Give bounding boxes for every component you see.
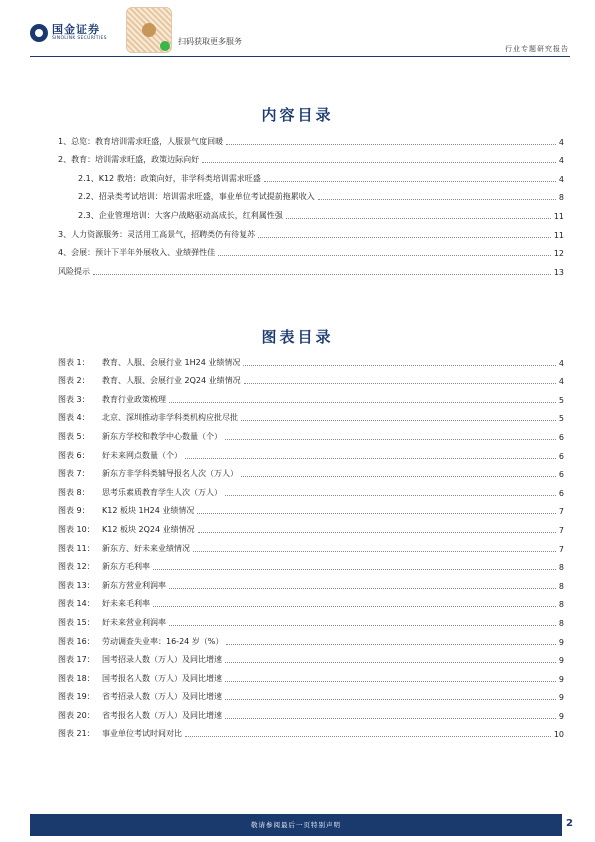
toc-entry-page: 12 — [553, 249, 564, 259]
figure-entry-label: 图表 11： — [58, 543, 95, 553]
wechat-badge-icon — [160, 41, 170, 51]
figure-entry-label: 图表 18： — [58, 673, 95, 683]
toc-entry[interactable] — [58, 258, 564, 277]
toc-entry-page: 11 — [553, 211, 564, 221]
toc-leader-dots — [226, 144, 556, 145]
figure-entry-title: 好未来毛利率 — [102, 599, 150, 609]
figure-entry-title: 好未来营业利润率 — [102, 617, 166, 627]
figure-entry[interactable] — [58, 591, 564, 610]
toc-entry-title: 3、人力资源服务：灵活用工高景气，招聘类仍有待复苏 — [58, 229, 256, 239]
toc-entry-title: 2、教育：培训需求旺盛，政策边际向好 — [58, 155, 200, 165]
toc-entry-page: 4 — [558, 137, 564, 147]
toc-entry[interactable] — [58, 184, 564, 203]
figure-entry-label: 图表 12： — [58, 562, 95, 572]
toc-leader-dots — [258, 237, 551, 238]
footer-disclaimer: 敬请参阅最后一页特别声明 — [251, 821, 341, 829]
figure-leader-dots — [241, 420, 556, 421]
figure-entry-label: 图表 21： — [58, 729, 95, 739]
toc-entry-title: 4、会展：预计下半年外展收入、业绩弹性佳 — [58, 248, 216, 258]
toc-entry-page: 4 — [558, 174, 564, 184]
figure-leader-dots — [225, 662, 556, 663]
qr-code-icon[interactable] — [126, 7, 172, 53]
figure-entry-label: 图表 20： — [58, 710, 95, 720]
toc-entry-title: 1、总览：教育培训需求旺盛，人服景气度回暖 — [58, 136, 224, 146]
figure-entry-title: 新东方毛利率 — [102, 562, 150, 572]
figure-entry[interactable] — [58, 498, 564, 517]
figure-entry-page: 8 — [558, 581, 564, 591]
figure-entry[interactable] — [58, 665, 564, 684]
figure-entry-title: 新东方、好未来业绩情况 — [102, 543, 190, 553]
toc-entry-title: 2.3、企业管理培训：大客户战略驱动高成长，红利属性强 — [78, 210, 283, 220]
figure-entry-page: 6 — [558, 451, 564, 461]
figure-leader-dots — [153, 606, 556, 607]
figure-entry-title: 好未来网点数量（个） — [102, 450, 182, 460]
toc-leader-dots — [318, 199, 556, 200]
figure-entry-label: 图表 9： — [58, 506, 90, 516]
figures-list — [58, 349, 564, 739]
scan-prompt: 扫码获取更多服务 — [178, 37, 242, 46]
toc-entry-title: 2.1、K12 教培：政策向好，非学科类培训需求旺盛 — [78, 173, 261, 183]
figure-entry-title: 省考报名人数（万人）及同比增速 — [102, 710, 222, 720]
figure-entry-title: 北京、深圳推动非学科类机构应批尽批 — [102, 413, 238, 423]
toc-entry[interactable] — [58, 240, 564, 259]
figure-entry-title: 国考招录人数（万人）及同比增速 — [102, 655, 222, 665]
figure-entry[interactable] — [58, 349, 564, 368]
figure-leader-dots — [226, 644, 556, 645]
figure-entry[interactable] — [58, 368, 564, 387]
figure-entry[interactable] — [58, 405, 564, 424]
figure-entry-page: 6 — [558, 470, 564, 480]
figure-entry-page: 6 — [558, 488, 564, 498]
figure-entry-page: 7 — [558, 507, 564, 517]
figure-entry-title: 事业单位考试时间对比 — [102, 729, 182, 739]
figure-entry[interactable] — [58, 461, 564, 480]
qr-center-mark — [142, 23, 156, 37]
figure-leader-dots — [225, 495, 556, 496]
figure-entry-page: 7 — [558, 544, 564, 554]
figure-entry-label: 图表 14： — [58, 599, 95, 609]
figure-leader-dots — [225, 718, 556, 719]
figure-entry[interactable] — [58, 628, 564, 647]
figure-leader-dots — [185, 736, 551, 737]
figure-entry-label: 图表 10： — [58, 524, 95, 534]
figure-entry-page: 9 — [558, 656, 564, 666]
figure-entry-title: 教育、人服、会展行业 2Q24 业绩情况 — [102, 376, 241, 386]
logo-en-text: SINOLINK SECURITIES — [52, 36, 107, 41]
page-header — [0, 0, 595, 58]
figure-leader-dots — [225, 439, 556, 440]
figure-entry[interactable] — [58, 479, 564, 498]
figure-entry[interactable] — [58, 702, 564, 721]
toc-entry-page: 11 — [553, 230, 564, 240]
figure-entry-title: 教育行业政策梳理 — [102, 394, 166, 404]
figure-entry-label: 图表 13： — [58, 580, 95, 590]
toc-entry[interactable] — [58, 165, 564, 184]
figure-entry-page: 9 — [558, 711, 564, 721]
figure-entry-label: 图表 17： — [58, 655, 95, 665]
figure-leader-dots — [153, 569, 556, 570]
figure-entry-page: 8 — [558, 618, 564, 628]
figure-leader-dots — [197, 513, 556, 514]
report-type-label: 行业专题研究报告 — [505, 45, 569, 53]
figure-entry-page: 8 — [558, 563, 564, 573]
figure-leader-dots — [169, 625, 556, 626]
figure-leader-dots — [225, 681, 556, 682]
figure-entry-title: K12 板块 2Q24 业绩情况 — [102, 524, 195, 534]
figure-entry-title: 新东方营业利润率 — [102, 580, 166, 590]
toc-leader-dots — [286, 218, 551, 219]
figure-entry[interactable] — [58, 572, 564, 591]
figure-entry-label: 图表 15： — [58, 617, 95, 627]
figure-entry-title: 教育、人服、会展行业 1H24 业绩情况 — [102, 357, 241, 367]
figure-entry-page: 4 — [558, 377, 564, 387]
figure-entry-page: 9 — [558, 637, 564, 647]
figure-entry-page: 4 — [558, 358, 564, 368]
figure-leader-dots — [241, 476, 556, 477]
figure-leader-dots — [198, 532, 556, 533]
toc-entry-title: 2.2、招录类考试培训：培训需求旺盛，事业单位考试提前拖累收入 — [78, 192, 315, 202]
figure-entry-label: 图表 5： — [58, 431, 90, 441]
figure-entry-label: 图表 19： — [58, 692, 95, 702]
figure-entry-title: K12 板块 1H24 业绩情况 — [102, 506, 195, 516]
figure-leader-dots — [169, 588, 556, 589]
sinolink-logo — [30, 24, 107, 42]
figure-leader-dots — [244, 383, 556, 384]
figure-entry-page: 8 — [558, 600, 564, 610]
figure-entry-page: 10 — [553, 730, 564, 740]
figure-entry-page: 9 — [558, 674, 564, 684]
figure-entry-page: 5 — [558, 414, 564, 424]
toc-leader-dots — [264, 181, 556, 182]
figure-entry[interactable] — [58, 535, 564, 554]
figure-entry-title: 思考乐素质教育学生人次（万人） — [102, 487, 222, 497]
sinolink-logo-icon — [30, 24, 48, 42]
toc-list — [58, 128, 564, 277]
toc-leader-dots — [202, 162, 556, 163]
figure-entry-title: 劳动调查失业率：16-24 岁（%） — [102, 636, 224, 646]
page-number: 2 — [566, 818, 573, 829]
figure-entry-label: 图表 2： — [58, 376, 90, 386]
figure-entry[interactable] — [58, 516, 564, 535]
figure-entry-page: 9 — [558, 693, 564, 703]
figure-entry-page: 5 — [558, 395, 564, 405]
header-divider — [30, 56, 570, 57]
figure-leader-dots — [193, 551, 556, 552]
toc-entry-page: 13 — [553, 267, 564, 277]
figure-leader-dots — [169, 402, 556, 403]
figure-entry-page: 7 — [558, 525, 564, 535]
figure-entry[interactable] — [58, 684, 564, 703]
figure-entry-title: 省考招录人数（万人）及同比增速 — [102, 692, 222, 702]
toc-leader-dots — [93, 274, 551, 275]
toc-entry-title: 风险提示 — [58, 266, 90, 276]
figure-entry-label: 图表 6： — [58, 450, 90, 460]
footer-band — [30, 814, 562, 836]
figure-entry-label: 图表 16： — [58, 636, 95, 646]
figure-entry[interactable] — [58, 423, 564, 442]
figure-entry-label: 图表 7： — [58, 469, 90, 479]
page-footer — [0, 814, 595, 842]
figure-leader-dots — [243, 365, 556, 366]
figure-entry-label: 图表 4： — [58, 413, 90, 423]
toc-entry[interactable] — [58, 128, 564, 147]
figure-entry[interactable] — [58, 554, 564, 573]
toc-title: 内容目录 — [261, 106, 334, 124]
figure-entry-label: 图表 3： — [58, 394, 90, 404]
toc-entry[interactable] — [58, 147, 564, 166]
figure-entry[interactable] — [58, 609, 564, 628]
figure-entry-label: 图表 1： — [58, 357, 90, 367]
figure-entry-title: 新东方非学科类辅导报名人次（万人） — [102, 469, 238, 479]
figure-entry-label: 图表 8： — [58, 487, 90, 497]
figure-entry[interactable] — [58, 386, 564, 405]
figure-entry[interactable] — [58, 721, 564, 740]
toc-entry-page: 8 — [558, 193, 564, 203]
figure-entry[interactable] — [58, 647, 564, 666]
figure-leader-dots — [185, 458, 556, 459]
figure-entry-page: 6 — [558, 432, 564, 442]
figure-entry-title: 新东方学校和教学中心数量（个） — [102, 431, 222, 441]
toc-entry[interactable] — [58, 202, 564, 221]
figure-entry[interactable] — [58, 442, 564, 461]
toc-entry-page: 4 — [558, 156, 564, 166]
toc-entry[interactable] — [58, 221, 564, 240]
toc-leader-dots — [218, 255, 551, 256]
figure-entry-title: 国考报名人数（万人）及同比增速 — [102, 673, 222, 683]
figures-title: 图表目录 — [261, 328, 334, 346]
logo-cn-text: 国金证券 — [52, 23, 100, 36]
figure-leader-dots — [225, 699, 556, 700]
